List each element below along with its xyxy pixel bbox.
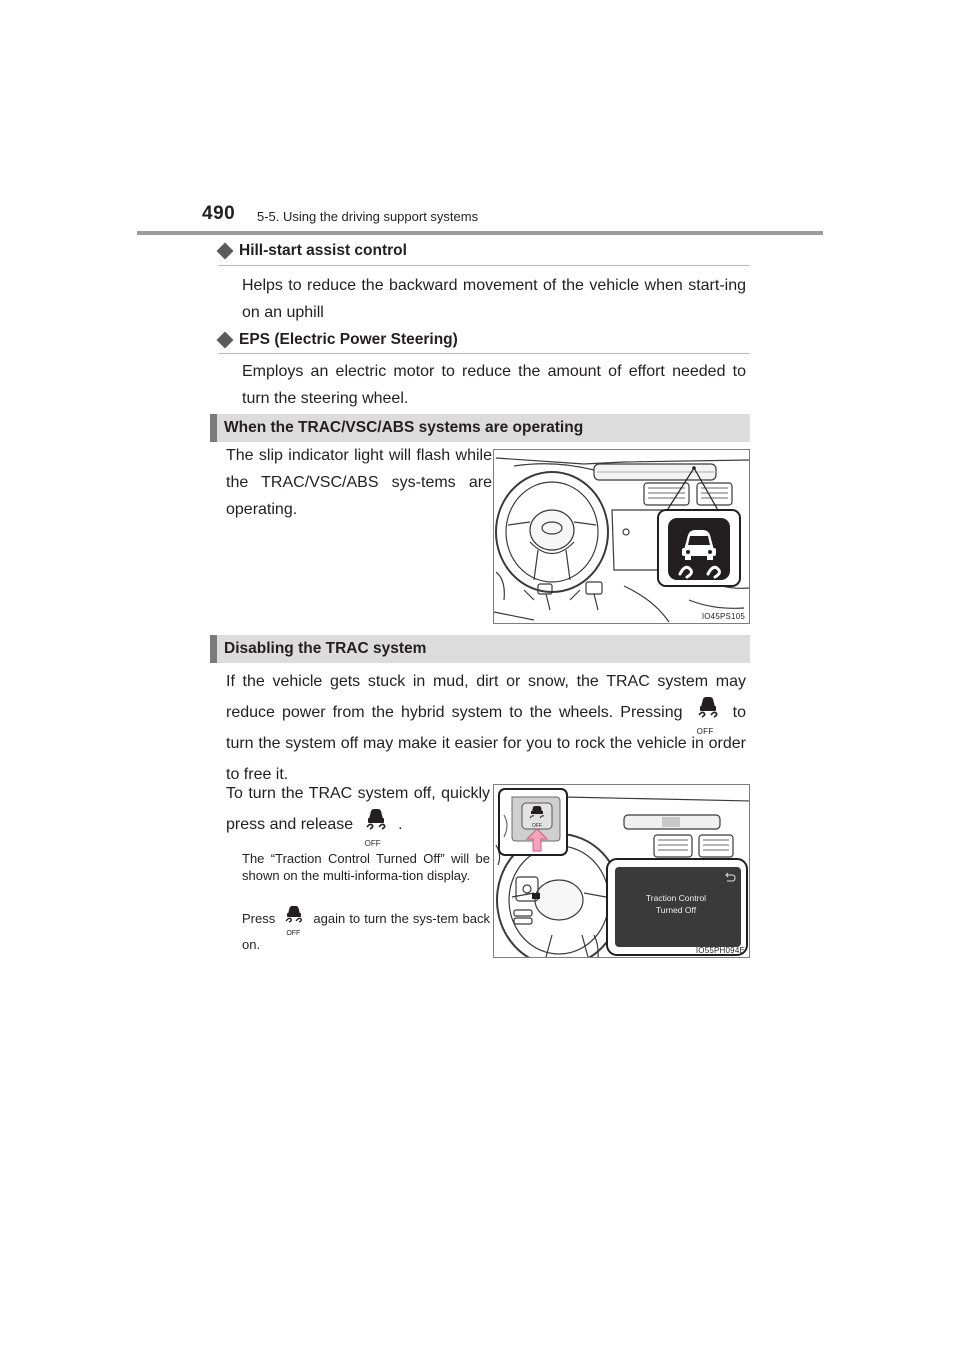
vsc-off-icon <box>690 694 726 736</box>
hill-start-body: Helps to reduce the backward movement of the vehicle when start-ing on an uphill <box>242 277 746 321</box>
disabling-section-header: Disabling the TRAC system <box>210 635 750 663</box>
note-press-part1: Press <box>242 911 276 926</box>
eps-title: EPS (Electric Power Steering) <box>239 331 458 348</box>
turn-off-instruction <box>226 778 490 848</box>
disabling-body <box>226 666 746 790</box>
vsc-off-icon <box>358 806 394 848</box>
traction-off-figure <box>493 784 750 958</box>
hill-start-heading <box>218 242 407 260</box>
disabling-body-part1: If the vehicle gets stuck in mud, dirt or snow, the TRAC system may reduce power from the hybrid system to the wheels. Pressing <box>226 673 746 721</box>
disabling-body-part2: to turn the system off may make it easier for you to rock the vehicle in order to free it. <box>226 704 747 783</box>
figure-code: IO45PS105 <box>701 612 745 621</box>
multi-information-display-callout <box>607 859 747 955</box>
vsc-off-icon <box>279 904 309 937</box>
note-traction-off: The “Traction Control Turned Off” will be shown on the multi-informa-tion display. <box>242 851 490 883</box>
vsc-off-switch-callout <box>499 789 567 855</box>
vsc-off-label: OFF <box>286 929 301 937</box>
screen-text-line1: Traction Control <box>645 893 707 903</box>
hill-start-title: Hill-start assist control <box>239 242 407 259</box>
eps-rule <box>218 353 750 354</box>
hill-start-rule <box>218 265 750 266</box>
note-press-again <box>242 906 490 958</box>
chapter-title: 5-5. Using the driving support systems <box>257 209 479 224</box>
slip-indicator-icon <box>668 518 730 580</box>
screen-text-line2: Turned Off <box>655 905 697 915</box>
switch-off-label: OFF <box>532 823 542 829</box>
vsc-off-label: OFF <box>364 838 381 848</box>
header-divider <box>137 231 823 235</box>
slip-indicator-callout <box>658 510 740 586</box>
traction-off-illustration <box>494 785 750 958</box>
turn-off-part2: . <box>398 816 403 833</box>
diamond-bullet-icon <box>217 332 234 349</box>
vsc-off-label: OFF <box>696 726 714 736</box>
diamond-bullet-icon <box>217 243 234 260</box>
operating-body: The slip indicator light will flash while the TRAC/VSC/ABS sys-tems are operating. <box>226 447 492 518</box>
turn-off-part1: To turn the TRAC system off, quickly press and release <box>226 785 490 833</box>
eps-heading <box>218 331 458 349</box>
operating-section-header: When the TRAC/VSC/ABS systems are operating <box>210 414 750 442</box>
eps-body: Employs an electric motor to reduce the amount of effort needed to turn the steering wheel. <box>242 363 746 407</box>
page-number: 490 <box>202 203 236 224</box>
figure-code: IO55PH094E <box>695 946 745 955</box>
dashboard-slip-indicator-figure <box>493 449 750 624</box>
note-press-part2: again to turn the sys-tem back on. <box>242 911 490 952</box>
dashboard-illustration <box>494 450 750 624</box>
